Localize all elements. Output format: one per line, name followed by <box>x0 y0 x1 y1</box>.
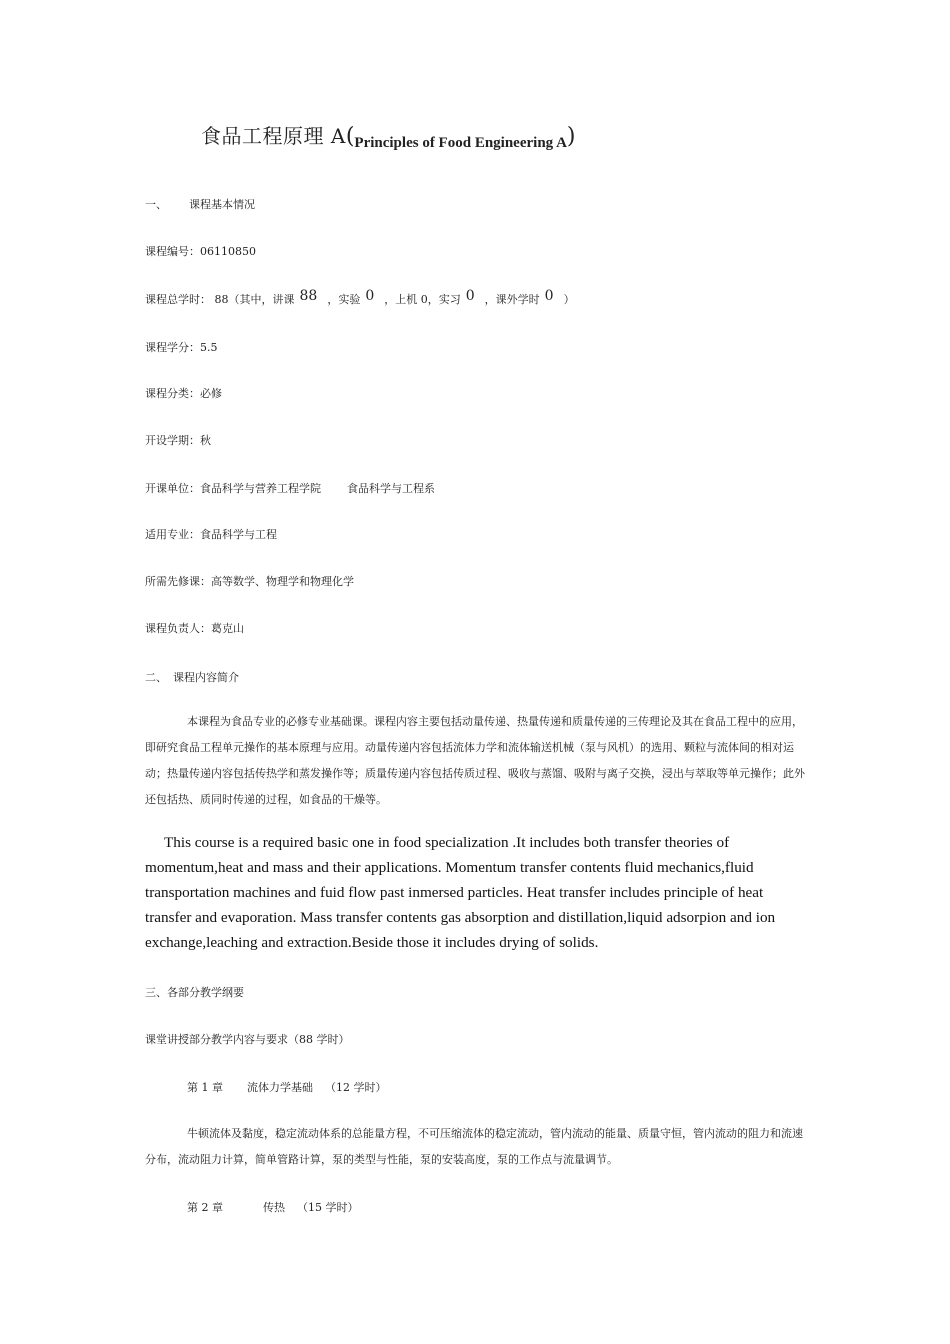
chapter-1-number: 第 1 章 <box>187 1081 223 1094</box>
course-hours <box>145 288 575 307</box>
chapter-1-content <box>145 1121 813 1173</box>
section1-title: 课程基本情况 <box>189 198 255 211</box>
section2-heading <box>145 671 239 685</box>
unit-department: 食品科学与工程系 <box>347 482 435 495</box>
chapter-1-hours: （12 学时） <box>325 1081 387 1094</box>
course-intro-english <box>145 830 813 955</box>
chapter-2-number: 第 2 章 <box>187 1201 223 1214</box>
document-title <box>201 122 576 153</box>
intro-chinese-text: 本课程为食品专业的必修专业基础课。课程内容主要包括动量传递、热量传递和质量传递的三传理论及其在食品工程中的应用，即研究食品工程单元操作的基本原理与应用。动量传递内容包括流体力学和流体输送机械（泵与风机）的选用、颗粒与流体间的相对运动；热量传递内容包括传热学和蒸发操作等；质量传递内容包括传质过程、吸收与蒸馏、吸附与离子交换，浸出与萃取等单元操作；此外还包括热、质同时传递的过程，如食品的干燥等。 <box>145 715 805 806</box>
lecture-requirements: 课堂讲授部分教学内容与要求（88 学时） <box>145 1033 350 1046</box>
chapter-1-name: 流体力学基础 <box>247 1081 313 1094</box>
computer-label: ，上机 0，实习 <box>384 293 461 306</box>
extra-label: ，课外学时 <box>484 293 540 306</box>
course-category: 课程分类：必修 <box>145 387 222 400</box>
lab-hours: 0 <box>365 288 375 304</box>
title-english: Principles of Food Engineering A <box>354 135 567 151</box>
chapter-2-hours: （15 学时） <box>297 1201 359 1214</box>
chapter-1-heading <box>187 1081 387 1095</box>
section1-heading <box>145 198 255 212</box>
lab-label: ，实验 <box>327 293 361 306</box>
title-open-paren: ( <box>345 124 355 149</box>
chapter-2-name: 传热 <box>263 1201 285 1214</box>
unit-college: 开课单位：食品科学与营养工程学院 <box>145 482 321 495</box>
extra-hours: 0 <box>544 288 554 304</box>
section2-number: 二、 <box>145 671 167 684</box>
section3-heading: 三、各部分教学纲要 <box>145 986 244 999</box>
hours-prefix: 课程总学时： 88（其中，讲课 <box>145 293 295 306</box>
title-close-paren: ) <box>566 124 576 149</box>
chapter-2-heading <box>187 1201 359 1215</box>
intro-english-text: This course is a required basic one in food specialization .It includes both transfer theories of momentum,heat and mass and their applications. Momentum transfer contents fluid mechanics,fluid transportation machines and fuid flow past inmersed particles. Heat transfer includes principle of heat transfer and evaporation. Mass transfer contents gas absorption and distillation,liquid adsorpion and ion exchange,leaching and extraction.Beside those it includes drying of solids. <box>145 834 776 951</box>
hours-close: ） <box>563 293 575 306</box>
course-semester: 开设学期：秋 <box>145 434 211 447</box>
course-unit <box>145 482 435 496</box>
course-credits: 课程学分：5.5 <box>145 341 218 354</box>
title-chinese: 食品工程原理 A <box>201 124 346 148</box>
section2-title: 课程内容简介 <box>173 671 239 684</box>
course-intro-chinese <box>145 709 813 813</box>
section1-number: 一、 <box>145 198 167 211</box>
course-major: 适用专业：食品科学与工程 <box>145 528 277 541</box>
course-prerequisites: 所需先修课：高等数学、物理学和物理化学 <box>145 575 354 588</box>
chapter-1-content-text: 牛顿流体及黏度，稳定流动体系的总能量方程，不可压缩流体的稳定流动，管内流动的能量、质量守恒，管内流动的阻力和流速分布，流动阻力计算，简单管路计算，泵的类型与性能，泵的安装高度，泵的工作点与流量调节。 <box>145 1127 803 1166</box>
lecture-hours: 88 <box>299 288 318 304</box>
course-responsible: 课程负责人：葛克山 <box>145 622 244 635</box>
practice-hours: 0 <box>465 288 475 304</box>
course-code: 课程编号：06110850 <box>145 245 256 258</box>
